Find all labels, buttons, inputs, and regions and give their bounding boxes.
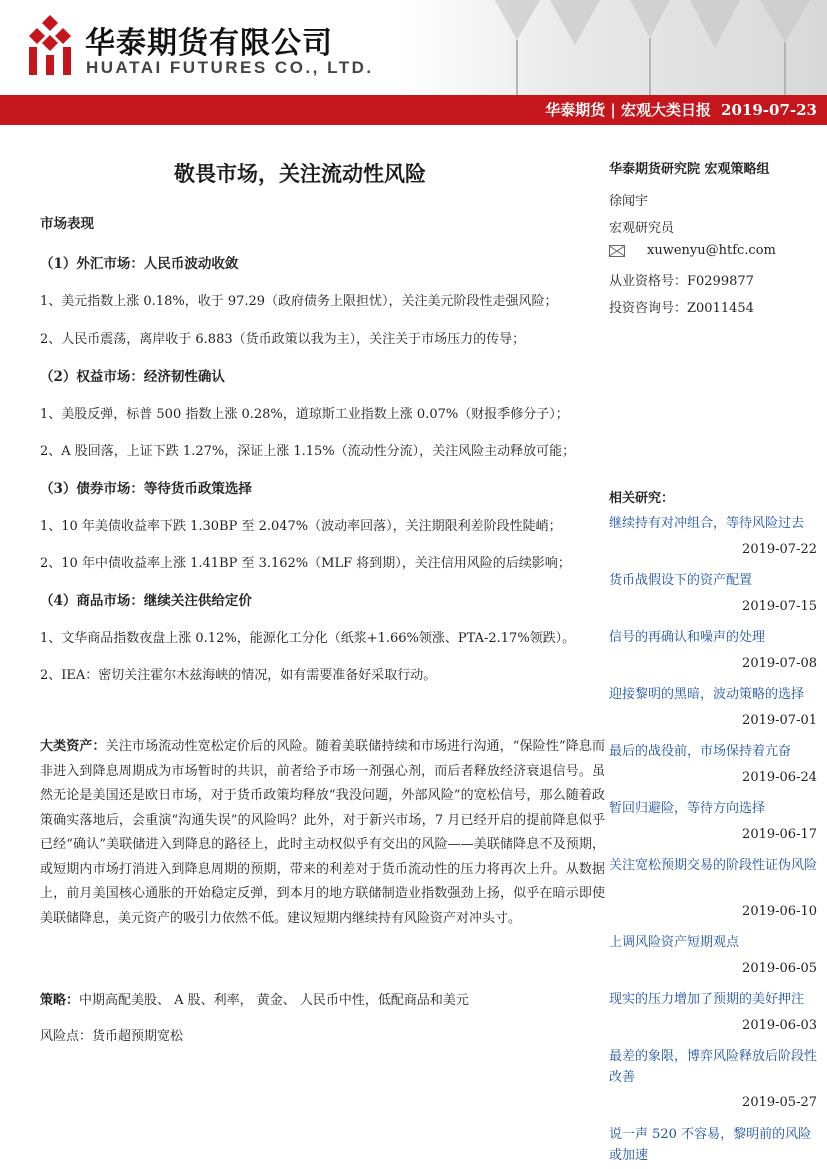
related-link[interactable]: 最差的象限，博弈风险释放后阶段性改善 — [609, 1049, 818, 1085]
related-title: 相关研究： — [609, 491, 675, 506]
asset-text: 关注市场流动性宽松定价后的风险。随着美联储持续和市场进行沟通，“保险性”降息而非进入到降息周期成为市场暂时的共识，前者给予市场一剂强心剂，而后者释放经济衰退信号。虽然无论是美国还是欧日市场，对于货币政策均释放“我没问题，外部风险”的宽松信号，那么随着政策确实落地后，会重演“沟通失误”的风险吗？此外，对于新兴市场，7 月已经开启的提前降息似乎已经“确认”美联储进入到降息的路径上，此时主动权似乎有交出的风险——美联储降息不及预期，或短期内市场打消进入到降息周期的预期，带来的利差对于货币流动性的压力将再次上升。从数据上，前月美国核心通胀的开始稳定反弹，到本月的地方联储制造业指数强劲上扬，似乎在暗示即使美联储降息，美元资产的吸引力依然不低。建议短期内继续持有风险资产对冲头寸。 — [40, 739, 605, 926]
fx-heading: （1）外汇市场：人民币波动收敛 — [40, 256, 239, 272]
report-banner — [0, 95, 827, 125]
mail-icon — [609, 245, 625, 257]
related-link[interactable]: 现实的压力增加了预期的美好押注 — [609, 992, 805, 1007]
bond-item-1: 1、10 年美债收益率下跌 1.30BP 至 2.047%（波动率回落），关注期限利差阶段性陡峭； — [40, 519, 562, 534]
related-date: 2019-05-27 — [742, 1095, 817, 1110]
risk-line: 风险点：货币超预期宽松 — [40, 1029, 184, 1044]
commodity-heading: （4）商品市场：继续关注供给定价 — [40, 593, 252, 609]
header-decoration — [400, 0, 827, 95]
related-date: 2019-06-17 — [742, 827, 817, 842]
fx-item-2: 2、人民币震荡，离岸收于 6.883（货币政策以我为主），关注关于市场压力的传导； — [40, 332, 526, 347]
related-date: 2019-07-01 — [742, 713, 817, 728]
equity-heading: （2）权益市场：经济韧性确认 — [40, 369, 225, 385]
equity-item-2: 2、A 股回落，上证下跌 1.27%，深证上涨 1.15%（流动性分流），关注风险主动释放可能； — [40, 444, 576, 459]
related-date: 2019-06-03 — [742, 1018, 817, 1033]
related-date: 2019-07-15 — [742, 599, 817, 614]
asset-lead: 大类资产： — [40, 739, 106, 754]
related-link[interactable]: 暂回归避险，等待方向选择 — [609, 801, 766, 816]
asset-paragraph — [40, 735, 605, 931]
banner-text — [545, 95, 817, 125]
section-title: 市场表现 — [40, 216, 94, 232]
institute-name: 华泰期货研究院 宏观策略组 — [609, 162, 770, 177]
page-header — [0, 0, 827, 95]
huatai-logo-icon — [25, 15, 75, 77]
license-number: 从业资格号：F0299877 — [609, 274, 754, 289]
bond-item-2: 2、10 年中债收益率上涨 1.41BP 至 3.162%（MLF 将到期），关注信用风险的后续影响； — [40, 556, 571, 571]
related-link[interactable]: 货币战假设下的资产配置 — [609, 573, 753, 588]
company-name-en: HUATAI FUTURES CO., LTD. — [86, 58, 374, 77]
related-date: 2019-07-22 — [742, 542, 817, 557]
advisory-number: 投资咨询号：Z0011454 — [609, 301, 754, 316]
equity-item-1: 1、美股反弹，标普 500 指数上涨 0.28%，道琼斯工业指数上涨 0.07%（财报季修分子）； — [40, 407, 569, 422]
report-date: 2019-07-23 — [721, 101, 817, 119]
related-link[interactable]: 关注宽松预期交易的阶段性证伪风险 — [609, 858, 818, 873]
related-link[interactable]: 信号的再确认和噪声的处理 — [609, 630, 766, 645]
related-link[interactable]: 继续持有对冲组合，等待风险过去 — [609, 516, 805, 531]
report-title: 敬畏市场，关注流动性风险 — [174, 161, 426, 186]
bond-heading: （3）债券市场：等待货币政策选择 — [40, 481, 252, 497]
commodity-item-2: 2、IEA：密切关注霍尔木兹海峡的情况，如有需要准备好采取行动。 — [40, 668, 437, 683]
analyst-role: 宏观研究员 — [609, 221, 675, 236]
related-link[interactable]: 迎接黎明的黑暗，波动策略的选择 — [609, 687, 805, 702]
commodity-item-1: 1、文华商品指数夜盘上涨 0.12%，能源化工分化（纸浆+1.66%领涨、PTA-2.17%领跌）。 — [40, 631, 576, 646]
report-series: 华泰期货 | 宏观大类日报 — [545, 101, 712, 119]
related-date: 2019-06-10 — [742, 904, 817, 919]
analyst-name: 徐闻宇 — [609, 194, 649, 209]
company-name-cn: 华泰期货有限公司 — [85, 26, 333, 61]
email-line — [609, 243, 776, 258]
related-link[interactable]: 说一声 520 不容易，黎明前的风险或加速 — [609, 1127, 812, 1163]
related-link[interactable]: 上调风险资产短期观点 — [609, 935, 740, 950]
strategy-line — [40, 989, 469, 1008]
related-date: 2019-07-08 — [742, 656, 817, 671]
header-pattern — [400, 0, 827, 95]
related-link[interactable]: 最后的战役前，市场保持着亢奋 — [609, 744, 792, 759]
related-date: 2019-06-24 — [742, 770, 817, 785]
strategy-lead: 策略： — [40, 993, 80, 1008]
fx-item-1: 1、美元指数上涨 0.18%，收于 97.29（政府债务上限担忧），关注美元阶段性走强风险； — [40, 294, 558, 309]
email-address[interactable]: xuwenyu@htfc.com — [647, 243, 776, 258]
related-date: 2019-06-05 — [742, 961, 817, 976]
strategy-text: 中期高配美股、 A 股、利率， 黄金、 人民币中性，低配商品和美元 — [79, 993, 469, 1008]
